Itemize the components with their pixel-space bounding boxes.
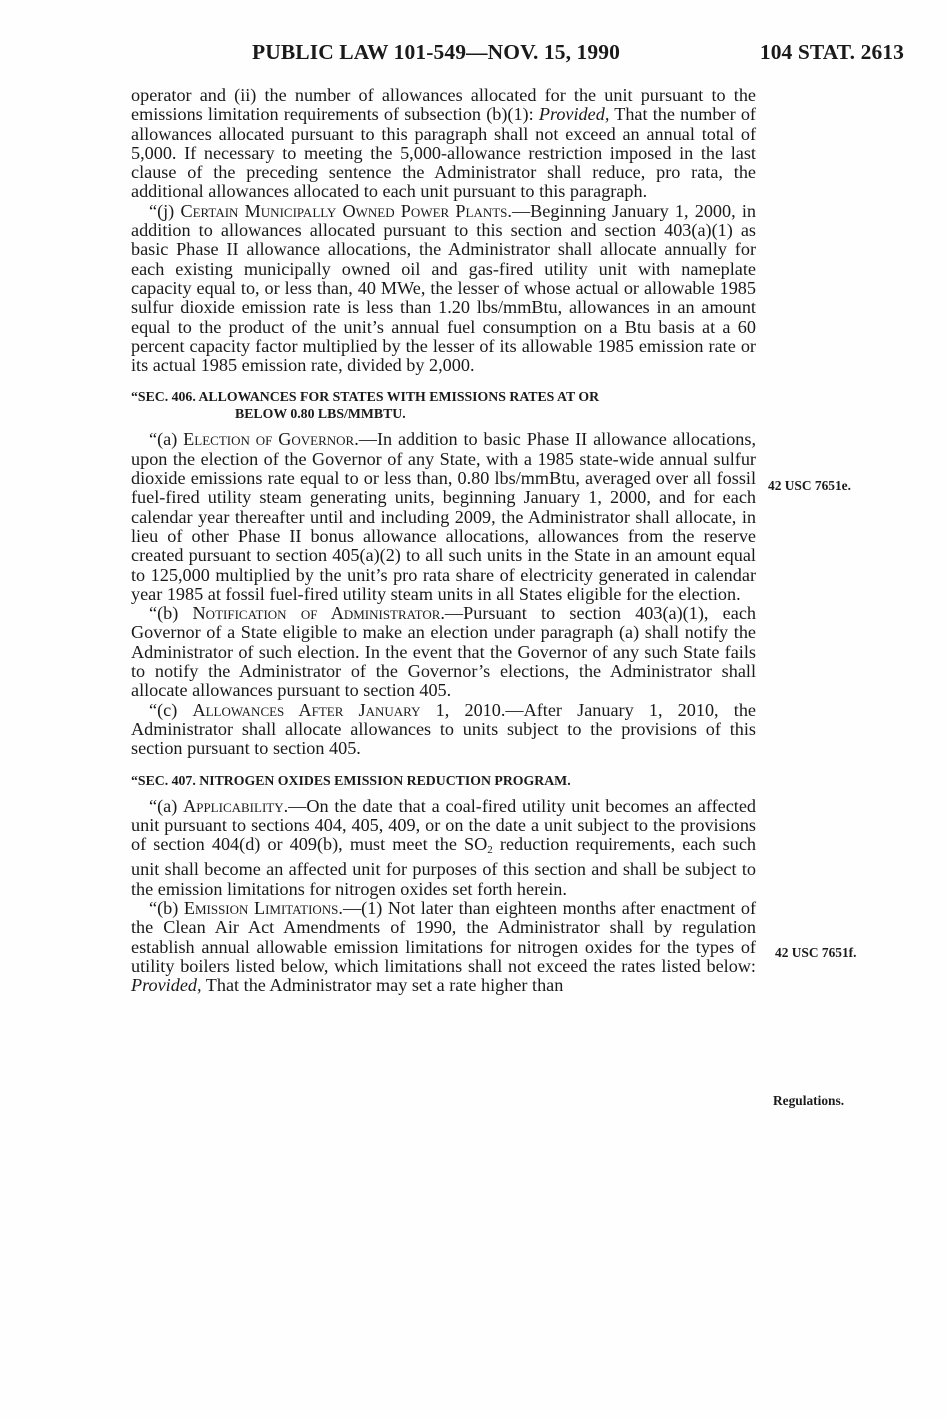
provided-italic: Provided, bbox=[131, 975, 202, 996]
page-header bbox=[252, 40, 904, 70]
margin-note-regulations: Regulations. bbox=[773, 1093, 845, 1108]
section-406-heading bbox=[131, 388, 756, 422]
text-run: —Pursuant to section 403(a)(1), each Governor of a State eligible to make an election under paragraph (a) shall notify the Administrator of such election. In the event that the Governor of any such State fails to notify the Administrator of the Governor’s elections, the Administrator shall allocate allowances pursuant to section 405. bbox=[131, 603, 756, 701]
paragraph-407-a bbox=[131, 797, 756, 899]
paragraph-heading: Applicability. bbox=[183, 795, 289, 816]
text-run: operator and (ii) the number of allowances allocated for the unit pursuant to the emissions limitation requirements of subsection (b)(1): bbox=[131, 85, 756, 125]
paragraph-heading: Emission Limitations. bbox=[183, 897, 343, 918]
text-run: —Beginning January 1, 2000, in addition to allowances allocated pursuant to this section and section 403(a)(1) as basic Phase II allowance allocations, the Administrator shall allocate annually for each existing municipally owned oil and gas-fired utility unit with nameplate capacity equal to, or less than, 40 MWe, the lesser of whose actual or allowable 1985 sulfur dioxide emission rate is less than 1.20 lbs/mmBtu, allowances in an amount equal to the product of the unit’s annual fuel consumption on a Btu basis at a 60 percent capacity factor multiplied by the lesser of its allowable 1985 emission rate or its actual 1985 emission rate, divided by 2,000. bbox=[131, 200, 756, 376]
text-run: “(b) bbox=[149, 897, 184, 918]
text-run: “(j) bbox=[149, 200, 181, 221]
header-public-law: PUBLIC LAW 101-549—NOV. 15, 1990 bbox=[252, 40, 620, 64]
text-run: reduction requirements, each such unit shall become an affected unit for purposes of this section and shall be subject to the emission limitations for nitrogen oxides set forth herein. bbox=[131, 834, 756, 899]
paragraph-406-a bbox=[131, 430, 756, 604]
text-run: That the number of allowances allocated pursuant to this paragraph shall not exceed an annual total of 5,000. If necessary to meeting the 5,000-allowance restriction imposed in the last clause of the preceding sentence the Administrator shall reduce, pro rata, the additional allowances allocated to each unit pursuant to this paragraph. bbox=[131, 104, 756, 202]
text-run: —In addition to basic Phase II allowance allocations, upon the election of the Governor of any State, with a 1985 state-wide annual sulfur dioxide emissions rate equal to or less than, 0.80 lbs/mmBtu, averaged over all fossil fuel-fired utility steam generating units, beginning January 1, 2000, and for each calendar year thereafter until and including 2009, the Administrator shall allocate, in lieu of other Phase II bonus allowance allocations, allowances from the reserve created pursuant to section 405(a)(2) to all such units in the State in an amount equal to 125,000 multiplied by the unit’s pro rata share of electricity generated in calendar year 1985 at fossil fuel-fired utility steam units in all States eligible for the election. bbox=[131, 429, 757, 604]
section-heading-line: “SEC. 407. NITROGEN OXIDES EMISSION REDUCTION PROGRAM. bbox=[131, 772, 571, 788]
paragraph-406-c bbox=[131, 701, 756, 759]
text-run: —(1) Not later than eighteen months after enactment of the Clean Air Act Amendments of 1990, the Administrator shall by regulation establish annual allowable emission limitations for nitrogen oxides for the types of utility boilers listed below, which limitations shall not exceed the rates listed below: bbox=[131, 897, 757, 976]
text-run: 1, 2010.—After January 1, 2010, the Administrator shall allocate allowances to units subject to the provisions of this section pursuant to section 405. bbox=[131, 699, 756, 759]
paragraph-j bbox=[131, 202, 756, 376]
text-run: “(a) bbox=[149, 795, 184, 816]
margin-note-usc-7651e: 42 USC 7651e. bbox=[768, 478, 851, 493]
margin-note-usc-7651f: 42 USC 7651f. bbox=[775, 945, 857, 960]
text-run: That the Administrator may set a rate higher than bbox=[201, 975, 564, 996]
paragraph-heading: Certain Municipally Owned Power Plants. bbox=[180, 200, 512, 221]
header-stat-page: 104 STAT. 2613 bbox=[759, 40, 904, 64]
section-heading-line: “SEC. 406. ALLOWANCES FOR STATES WITH EMISSIONS RATES AT OR bbox=[131, 389, 600, 405]
provided-italic: Provided, bbox=[538, 104, 610, 125]
paragraph-heading: Allowances After January bbox=[192, 699, 421, 720]
paragraph-407-b bbox=[131, 899, 756, 995]
text-run: —On the date that a coal-fired utility unit becomes an affected unit pursuant to sections 404, 405, 409, or on the date a unit subject to the provisions of section 404(d) or 409(b), must meet the SO bbox=[131, 795, 756, 855]
paragraph-heading: Notification of Administrator. bbox=[192, 603, 445, 624]
section-heading-line: BELOW 0.80 LBS/MMBTU. bbox=[235, 406, 406, 422]
text-run: “(c) bbox=[149, 699, 193, 720]
text-run: “(a) bbox=[149, 429, 184, 450]
section-407-heading bbox=[131, 772, 756, 789]
paragraph-continuation bbox=[131, 86, 756, 202]
paragraph-heading: Election of Governor. bbox=[183, 429, 359, 450]
subscript: 2 bbox=[487, 844, 493, 857]
paragraph-406-b bbox=[131, 604, 756, 700]
body-text bbox=[131, 86, 756, 995]
text-run: “(b) bbox=[149, 603, 193, 624]
